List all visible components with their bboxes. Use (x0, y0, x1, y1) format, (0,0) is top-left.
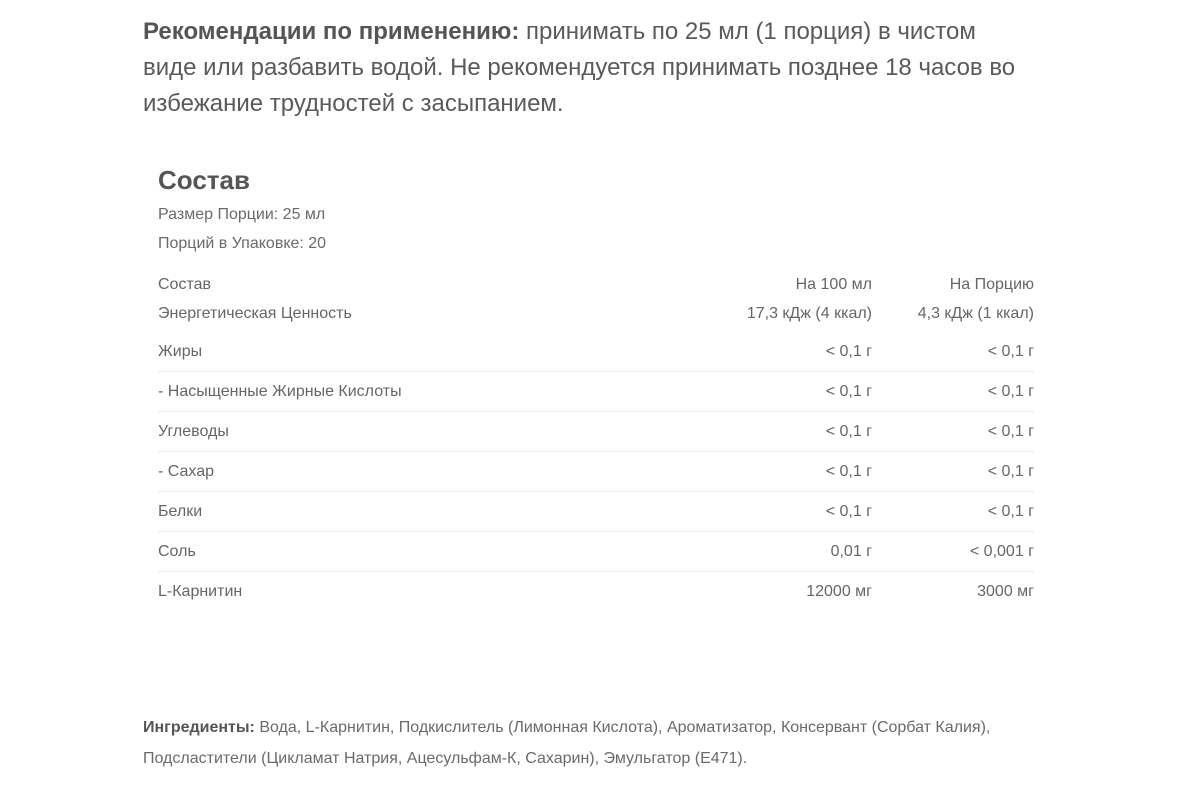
row-per-portion: < 0,1 г (987, 342, 1034, 360)
row-name: Белки (158, 502, 203, 520)
recommendations-label: Рекомендации по применению: (143, 18, 520, 45)
table-row (158, 532, 1034, 572)
recommendations-paragraph (143, 14, 1023, 122)
table-row (158, 372, 1034, 412)
row-per-100: < 0,1 г (825, 502, 872, 520)
row-per-100: < 0,1 г (825, 342, 872, 360)
table-row (158, 412, 1034, 452)
composition-title: Состав (158, 165, 250, 195)
servings-per-pack: Порций в Упаковке: 20 (158, 235, 327, 252)
nutrition-table-body (158, 332, 1034, 611)
energy-per-100: 17,3 кДж (4 ккал) (746, 304, 872, 322)
ingredients-text: Вода, L-Карнитин, Подкислитель (Лимонная Кислота), Ароматизатор, Консервант (Сорбат Калия), Подсластители (Цикламат Натрия, Ацесульфам-К, Сахарин), Эмульгатор (Е471). (143, 719, 991, 767)
composition-section (158, 160, 1034, 611)
row-name: Углеводы (158, 422, 229, 440)
energy-name: Энергетическая Ценность (158, 304, 352, 322)
row-per-100: < 0,1 г (825, 382, 872, 400)
row-per-portion: < 0,1 г (987, 382, 1034, 400)
row-per-100: 0,01 г (830, 542, 872, 560)
energy-per-portion: 4,3 кДж (1 ккал) (917, 304, 1034, 322)
header-per-portion: На Порцию (949, 275, 1034, 293)
row-per-100: < 0,1 г (825, 462, 872, 480)
row-per-portion: < 0,1 г (987, 422, 1034, 440)
energy-row (158, 299, 1034, 328)
ingredients-label: Ингредиенты: (143, 719, 255, 736)
table-row (158, 572, 1034, 611)
recommendations-text: принимать по 25 мл (1 порция) в чистом виде или разбавить водой. Не рекомендуется принимать позднее 18 часов во избежание трудностей с засыпанием. (143, 18, 1016, 117)
header-per-100: На 100 мл (795, 275, 872, 293)
row-name: - Насыщенные Жирные Кислоты (158, 382, 402, 400)
row-name: Жиры (158, 342, 203, 360)
row-name: - Сахар (158, 462, 215, 480)
table-row (158, 332, 1034, 372)
row-per-portion: < 0,1 г (987, 502, 1034, 520)
row-per-portion: < 0,1 г (987, 462, 1034, 480)
row-per-100: < 0,1 г (825, 422, 872, 440)
table-row (158, 452, 1034, 492)
ingredients-paragraph (143, 712, 1003, 774)
serving-size: Размер Порции: 25 мл (158, 206, 326, 223)
row-name: Соль (158, 542, 196, 560)
row-per-portion: < 0,001 г (969, 542, 1034, 560)
row-name: L-Карнитин (158, 582, 243, 600)
nutrition-table-header (158, 270, 1034, 299)
row-per-100: 12000 мг (806, 582, 872, 600)
table-row (158, 492, 1034, 532)
header-name: Состав (158, 275, 211, 293)
row-per-portion: 3000 мг (977, 582, 1034, 600)
